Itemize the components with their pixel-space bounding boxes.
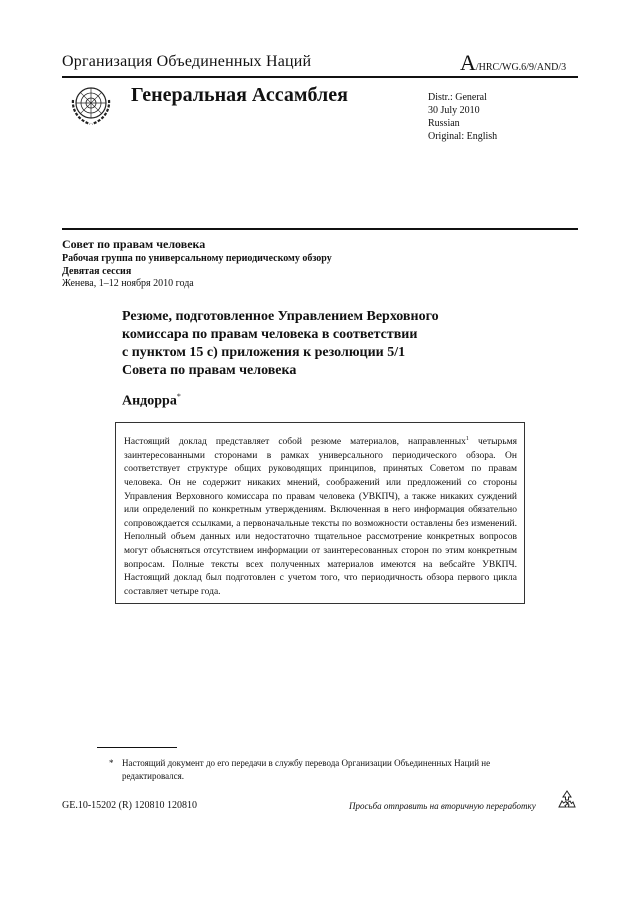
footnote-rule	[97, 747, 177, 748]
summary-footnote-ref: 1	[465, 436, 469, 442]
job-number: GE.10-15202 (R) 120810 120810	[62, 800, 197, 811]
document-title	[122, 308, 522, 380]
session: Девятая сессия	[62, 266, 132, 277]
assembly-title: Генеральная Ассамблея	[131, 84, 348, 106]
un-emblem-icon	[66, 80, 116, 130]
original-line: Original: English	[428, 131, 498, 142]
title-line: Совета по правам человека	[122, 363, 297, 378]
summary-text	[124, 433, 517, 599]
country-footnote-mark: *	[176, 392, 181, 401]
working-group: Рабочая группа по универсальному периодическому обзору	[62, 253, 332, 264]
symbol-letter: A	[460, 50, 476, 75]
title-line: комиссара по правам человека в соответствии	[122, 327, 418, 342]
top-rule	[62, 76, 578, 78]
middle-rule	[62, 228, 578, 230]
country-name: Андорра	[122, 393, 177, 409]
distribution-block	[428, 91, 497, 143]
footnote-text: Настоящий документ до его передачи в службу перевода Организации Объединенных Наций не редактировался.	[122, 758, 491, 781]
language-line: Russian	[428, 118, 460, 129]
council-name: Совет по правам человека	[62, 237, 206, 251]
title-line: Резюме, подготовленное Управлением Верховного	[122, 309, 439, 324]
date-line: 30 July 2010	[428, 105, 480, 116]
document-symbol	[460, 50, 566, 76]
recycle-text: Просьба отправить на вторичную переработку	[349, 801, 536, 811]
summary-part-1: Настоящий доклад представляет собой резюме материалов, направленных	[124, 437, 466, 448]
title-line: с пунктом 15 с) приложения к резолюции 5/1	[122, 345, 406, 360]
organization-name: Организация Объединенных Наций	[62, 53, 312, 70]
recycle-icon	[556, 789, 578, 811]
symbol-rest: /HRC/WG.6/9/AND/3	[475, 62, 567, 73]
summary-part-2: четырьмя заинтересованными сторонами в рамках универсального периодического обзора. Он соответствует структуре общих руководящих принципов, принятых Советом по правам человека. Он не содержит никаких мнений, соображений или предложений со стороны Управления Верховного комиссара по правам человека (УВКПЧ), а также никаких суждений или определений по конкретным утверждениям. Включенная в него информация обязательно сопровождается ссылками, а первоначальные тексты по возможности оставлены без изменений. Неполный объем данных или недостаточно тщательное рассмотрение конкретных вопросов могут объясняться отсутствием информации от заинтересованных сторон по этим конкретным вопросам. Полные тексты всех полученных материалов имеются на вебсайте УВКПЧ. Настоящий доклад был подготовлен с учетом того, что периодичность обзора первого цикла составляет четыре года.	[124, 437, 517, 597]
country-heading	[122, 392, 181, 410]
footnote-mark: *	[109, 758, 114, 768]
summary-box	[115, 422, 525, 604]
distr-line: Distr.: General	[428, 92, 487, 103]
place-dates: Женева, 1–12 ноября 2010 года	[62, 278, 194, 289]
